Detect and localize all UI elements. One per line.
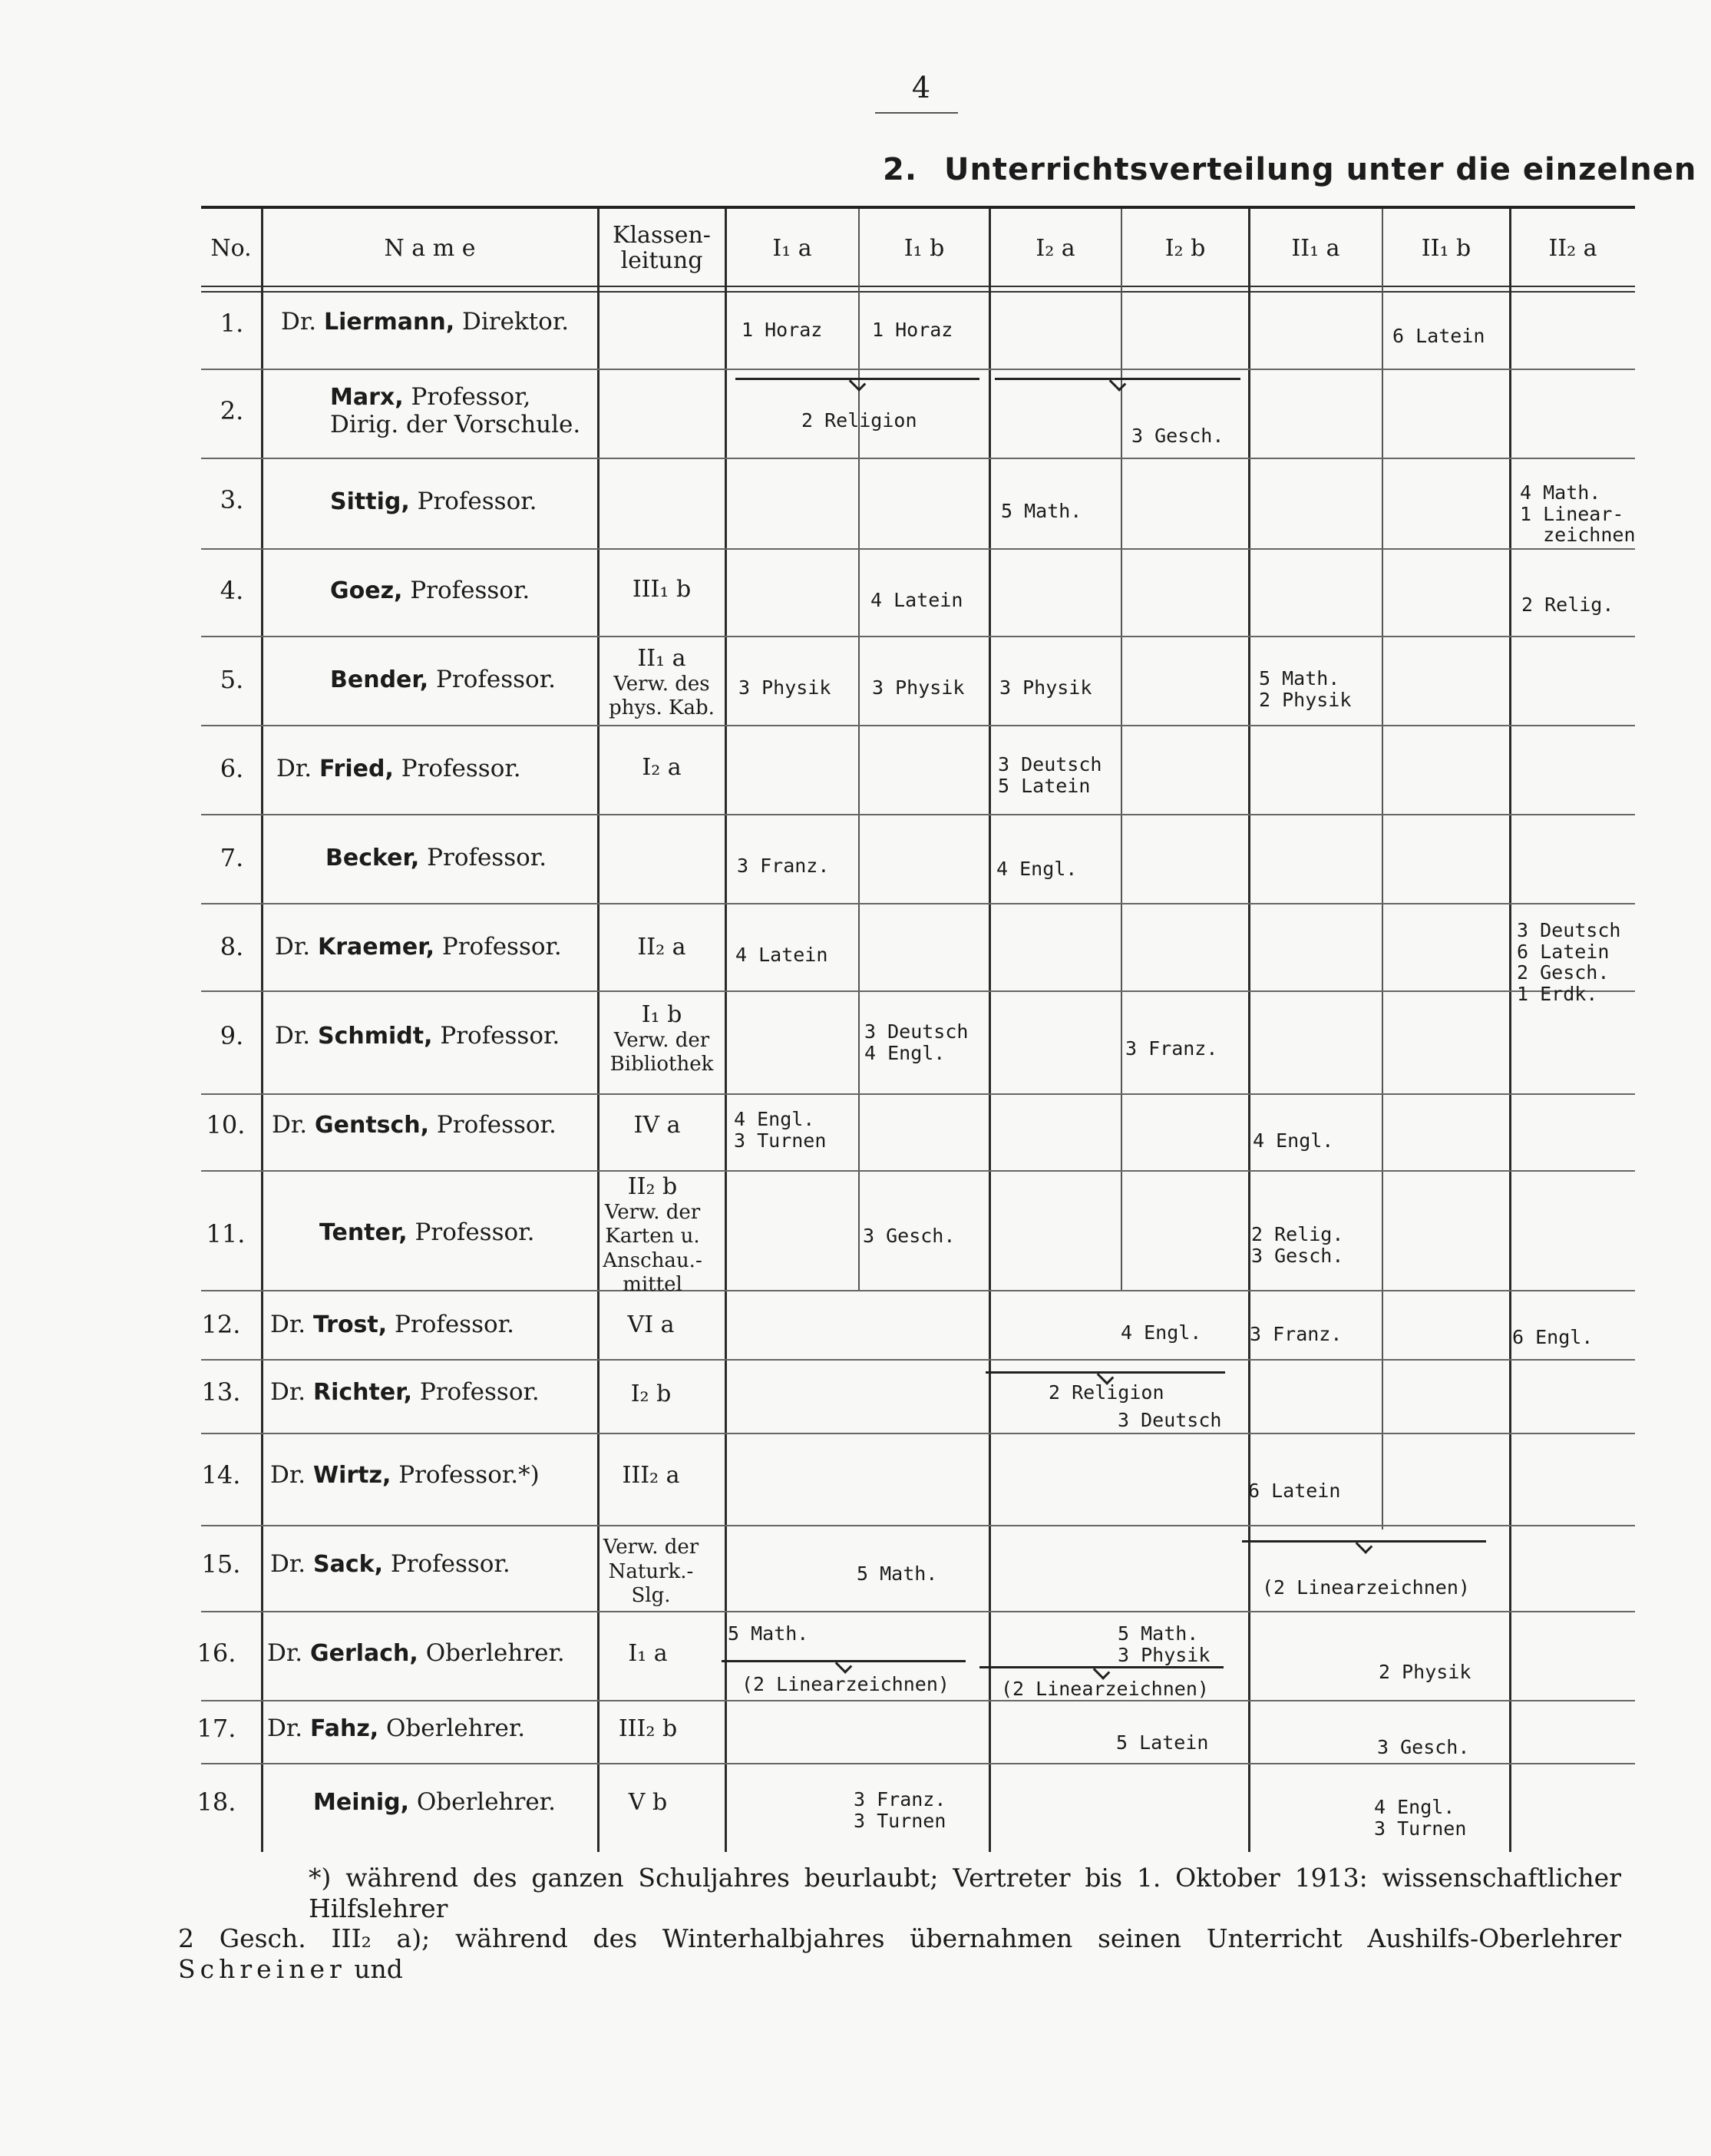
lesson-cell: 3 Gesch. — [863, 1225, 956, 1247]
col-line-ii1a-ii1b — [1382, 209, 1383, 1529]
lesson-cell: 3 Deutsch 6 Latein 2 Gesch. 1 Erdk. — [1517, 919, 1621, 1005]
row-separator — [201, 725, 1635, 726]
lesson-cell: 3 Deutsch — [1118, 1409, 1222, 1431]
lesson-cell: 2 Relig. 3 Gesch. — [1251, 1223, 1344, 1267]
header-ii1b: II₁ b — [1421, 234, 1472, 262]
lesson-cell: 3 Gesch. — [1131, 425, 1224, 447]
row-number: 1. — [220, 309, 244, 338]
page-number-rule — [875, 112, 958, 114]
lesson-cell: 5 Math. — [728, 1622, 809, 1645]
klassenleitung: V b — [628, 1789, 668, 1816]
lesson-cell: 3 Franz. — [1250, 1323, 1343, 1345]
lesson-cell: (2 Linearzeichnen) — [1262, 1576, 1470, 1599]
header-ii1a: II₁ a — [1291, 234, 1340, 262]
lesson-cell: 3 Franz. 3 Turnen — [854, 1788, 946, 1832]
row-number: 2. — [220, 396, 244, 425]
lesson-cell: 3 Physik — [872, 676, 965, 699]
row-separator — [201, 1611, 1635, 1612]
lesson-cell: 4 Engl. 3 Turnen — [1374, 1796, 1467, 1840]
col-line-i2a-i2b — [1121, 209, 1122, 1291]
lesson-cell: 4 Engl. — [996, 858, 1078, 880]
teacher-name: Dr. Schmidt, Professor. — [275, 1022, 560, 1050]
klassenleitung: III₂ b — [618, 1715, 678, 1742]
row-separator — [201, 1170, 1635, 1172]
klassenleitung: II₁ a Verw. des phys. Kab. — [609, 645, 715, 719]
teacher-name: Dr. Liermann, Direktor. — [281, 308, 570, 336]
table-top-rule — [201, 206, 1635, 209]
header-name: N a m e — [384, 234, 476, 262]
group-brace — [1242, 1540, 1486, 1553]
heading-number: 2. — [883, 152, 918, 187]
lesson-cell: 2 Physik — [1379, 1661, 1472, 1683]
teacher-name: Meinig, Oberlehrer. — [313, 1788, 556, 1816]
lesson-cell: 1 Horaz — [742, 319, 823, 341]
lesson-cell: 2 Religion — [1049, 1381, 1164, 1404]
row-separator — [201, 1700, 1635, 1701]
lesson-cell: 4 Math. 1 Linear- zeichnen — [1520, 481, 1636, 546]
group-brace — [995, 378, 1240, 391]
header-rule-double — [201, 291, 1635, 293]
footnote-line-2: 2 Gesch. III₂ a); während des Winterhalbjahres übernahmen seinen Unterricht Aushilfs-Oberlehrer Schreiner und — [178, 1923, 1621, 1984]
row-separator — [201, 903, 1635, 904]
row-number: 11. — [206, 1219, 246, 1248]
klassenleitung: II₂ a — [637, 934, 686, 961]
col-line-klasse — [725, 209, 727, 1852]
lesson-cell: 5 Latein — [1116, 1731, 1209, 1754]
teacher-name: Dr. Trost, Professor. — [270, 1311, 514, 1338]
col-line-i1b — [989, 209, 991, 1852]
lesson-cell: 3 Physik — [999, 676, 1092, 699]
row-number: 4. — [220, 576, 244, 605]
row-separator — [201, 1525, 1635, 1526]
row-number: 17. — [197, 1714, 236, 1743]
lesson-cell: (2 Linearzeichnen) — [1001, 1678, 1209, 1700]
header-i2b: I₂ b — [1164, 234, 1206, 262]
teacher-name: Dr. Fahz, Oberlehrer. — [267, 1715, 526, 1742]
row-number: 13. — [201, 1377, 241, 1407]
lesson-cell: (2 Linearzeichnen) — [742, 1673, 950, 1695]
klassenleitung: III₂ a — [622, 1462, 680, 1489]
row-number: 3. — [220, 485, 244, 514]
row-separator — [201, 458, 1635, 459]
group-brace — [722, 1660, 966, 1673]
lesson-cell: 2 Religion — [801, 409, 917, 432]
teacher-name: Dr. Gerlach, Oberlehrer. — [267, 1639, 565, 1667]
lesson-cell: 3 Deutsch 5 Latein — [998, 753, 1102, 797]
klassenleitung: Verw. der Naturk.- Slg. — [603, 1536, 699, 1607]
row-separator — [201, 814, 1635, 815]
row-number: 8. — [220, 932, 244, 961]
teacher-name: Dr. Kraemer, Professor. — [275, 933, 562, 961]
klassenleitung: I₂ b — [630, 1381, 672, 1407]
lesson-cell: 3 Gesch. — [1377, 1736, 1470, 1758]
lesson-cell: 1 Horaz — [872, 319, 953, 341]
klassenleitung: III₁ b — [632, 576, 692, 603]
row-number: 9. — [220, 1021, 244, 1050]
row-number: 7. — [220, 843, 244, 872]
klassenleitung: II₂ b Verw. der Karten u. Anschau.- mittel — [603, 1173, 702, 1296]
lesson-cell: 4 Engl. 3 Turnen — [734, 1108, 827, 1152]
lesson-cell: 6 Latein — [1248, 1480, 1341, 1502]
col-line-ii1b — [1509, 209, 1511, 1852]
teacher-name: Bender, Professor. — [330, 666, 556, 693]
row-separator — [201, 636, 1635, 637]
teacher-name: Dr. Fried, Professor. — [276, 755, 521, 782]
lesson-cell: 5 Math. 2 Physik — [1259, 667, 1352, 711]
lesson-cell: 4 Latein — [735, 944, 828, 966]
header-ii2a: II₂ a — [1548, 234, 1597, 262]
lesson-cell: 2 Relig. — [1521, 594, 1614, 616]
col-line-i2b — [1248, 209, 1250, 1852]
footnote-line-1: *) während des ganzen Schuljahres beurlaubt; Vertreter bis 1. Oktober 1913: wissenschaftlicher Hilfslehrer — [309, 1863, 1621, 1923]
teacher-name: Tenter, Professor. — [319, 1219, 535, 1246]
teacher-name: Dr. Sack, Professor. — [270, 1550, 510, 1578]
row-number: 15. — [201, 1549, 241, 1579]
lesson-cell: 3 Franz. — [737, 855, 830, 877]
col-line-i1a-i1b — [858, 209, 860, 1291]
row-separator — [201, 369, 1635, 370]
lesson-cell: 4 Engl. — [1253, 1129, 1334, 1152]
col-line-no — [261, 209, 263, 1852]
teacher-name: Dr. Richter, Professor. — [270, 1378, 540, 1406]
klassenleitung: I₁ b Verw. der Bibliothek — [609, 1001, 714, 1076]
lesson-cell: 6 Engl. — [1512, 1326, 1594, 1348]
row-separator — [201, 1433, 1635, 1434]
header-rule — [201, 286, 1635, 287]
row-number: 12. — [201, 1310, 241, 1339]
klassenleitung: I₂ a — [642, 754, 682, 781]
header-klassenleitung: Klassen- leitung — [613, 222, 711, 274]
group-brace — [735, 378, 979, 391]
teacher-name: Goez, Professor. — [330, 577, 530, 604]
klassenleitung: I₁ a — [628, 1640, 668, 1667]
teacher-name: Dr. Gentsch, Professor. — [272, 1111, 557, 1139]
header-i2a: I₂ a — [1036, 234, 1075, 262]
row-number: 6. — [220, 754, 244, 783]
footnote — [178, 1863, 1621, 1984]
row-number: 5. — [220, 665, 244, 694]
klassenleitung: VI a — [627, 1311, 675, 1338]
header-i1b: I₁ b — [903, 234, 945, 262]
teacher-name: Sittig, Professor. — [330, 488, 537, 515]
klassenleitung: IV a — [633, 1112, 681, 1139]
row-separator — [201, 1290, 1635, 1291]
heading-text: Unterrichtsverteilung unter die einzelnen — [943, 152, 1697, 187]
teacher-name: Becker, Professor. — [325, 844, 547, 871]
lesson-cell: 5 Math. — [1001, 500, 1082, 522]
row-number: 10. — [206, 1110, 246, 1139]
row-separator — [201, 548, 1635, 550]
page-number: 4 — [911, 71, 931, 104]
lesson-cell: 4 Latein — [870, 589, 963, 611]
teacher-name: Marx, Professor, Dirig. der Vorschule. — [330, 383, 581, 438]
lesson-cell: 6 Latein — [1392, 325, 1485, 347]
row-separator — [201, 990, 1635, 992]
lesson-cell: 3 Physik — [738, 676, 831, 699]
lesson-cell: 5 Math. — [857, 1562, 938, 1585]
row-separator — [201, 1763, 1635, 1764]
row-number: 18. — [197, 1787, 236, 1817]
lesson-cell: 5 Math. 3 Physik — [1118, 1622, 1211, 1666]
lesson-cell: 4 Engl. — [1121, 1321, 1202, 1344]
lesson-cell: 3 Deutsch 4 Engl. — [864, 1020, 969, 1064]
row-number: 16. — [197, 1638, 236, 1668]
row-separator — [201, 1359, 1635, 1361]
section-heading — [883, 152, 1696, 187]
lesson-cell: 3 Franz. — [1125, 1037, 1218, 1060]
header-i1a: I₁ a — [772, 234, 812, 262]
row-number: 14. — [201, 1460, 241, 1490]
teacher-name: Dr. Wirtz, Professor.*) — [270, 1461, 540, 1489]
row-separator — [201, 1093, 1635, 1095]
header-no: No. — [210, 234, 252, 262]
